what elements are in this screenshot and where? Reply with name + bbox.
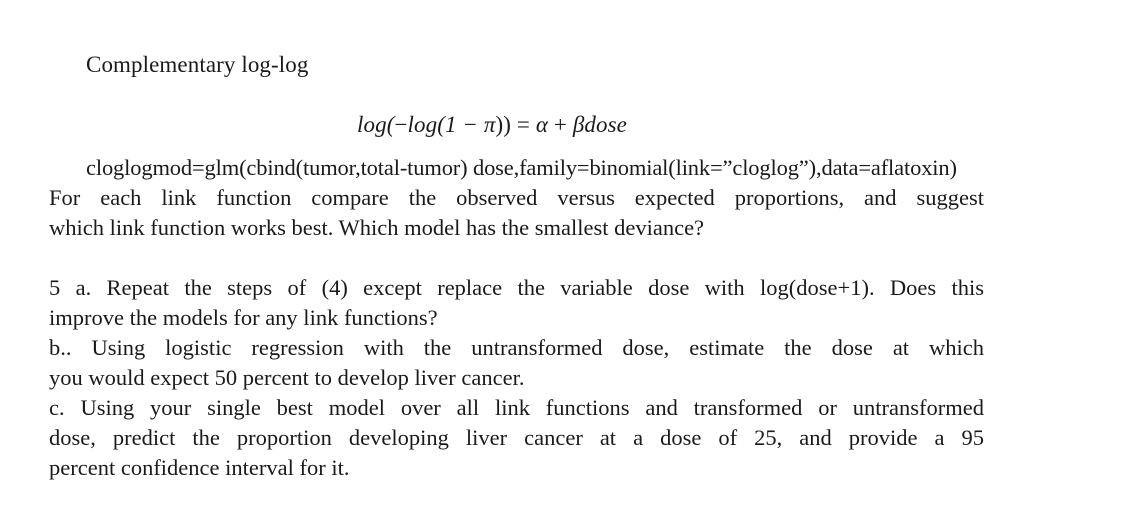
paragraph-line: For each link function compare the observed versus expected proportions, and suggest	[49, 185, 984, 210]
section-heading: Complementary log-log	[86, 52, 309, 77]
formula-beta: β	[572, 112, 585, 137]
formula-log-open: log(	[357, 112, 395, 137]
r-code-line: cloglogmod=glm(cbind(tumor,total-tumor) dose,family=binomial(link=”cloglog”),data=aflatoxin)	[86, 155, 957, 180]
formula-close: ))	[495, 112, 512, 137]
formula-plus: +	[548, 112, 573, 137]
paragraph-line: which link function works best. Which model has the smallest deviance?	[49, 215, 705, 240]
question-5b-line: you would expect 50 percent to develop liver cancer.	[49, 365, 525, 390]
paragraph-questions	[49, 273, 984, 483]
paragraph-link-compare	[49, 183, 984, 243]
formula-pi: π	[483, 112, 496, 137]
question-5a-line: improve the models for any link functions?	[49, 305, 438, 330]
formula-dose: dose	[584, 112, 627, 137]
question-5c-line: percent confidence interval for it.	[49, 455, 350, 480]
link-formula	[357, 112, 627, 138]
question-5c-line: c. Using your single best model over all link functions and transformed or untransformed	[49, 395, 984, 420]
question-5a-line: 5 a. Repeat the steps of (4) except replace the variable dose with log(dose+1). Does this	[49, 275, 984, 300]
question-5c-line: dose, predict the proportion developing liver cancer at a dose of 25, and provide a 95	[49, 425, 984, 450]
question-5b-line: b.. Using logistic regression with the untransformed dose, estimate the dose at which	[49, 335, 984, 360]
formula-alpha: α	[535, 112, 549, 137]
formula-inner-log: log(1 −	[407, 112, 484, 137]
formula-equals: =	[511, 112, 536, 137]
formula-minus: −	[394, 112, 408, 137]
